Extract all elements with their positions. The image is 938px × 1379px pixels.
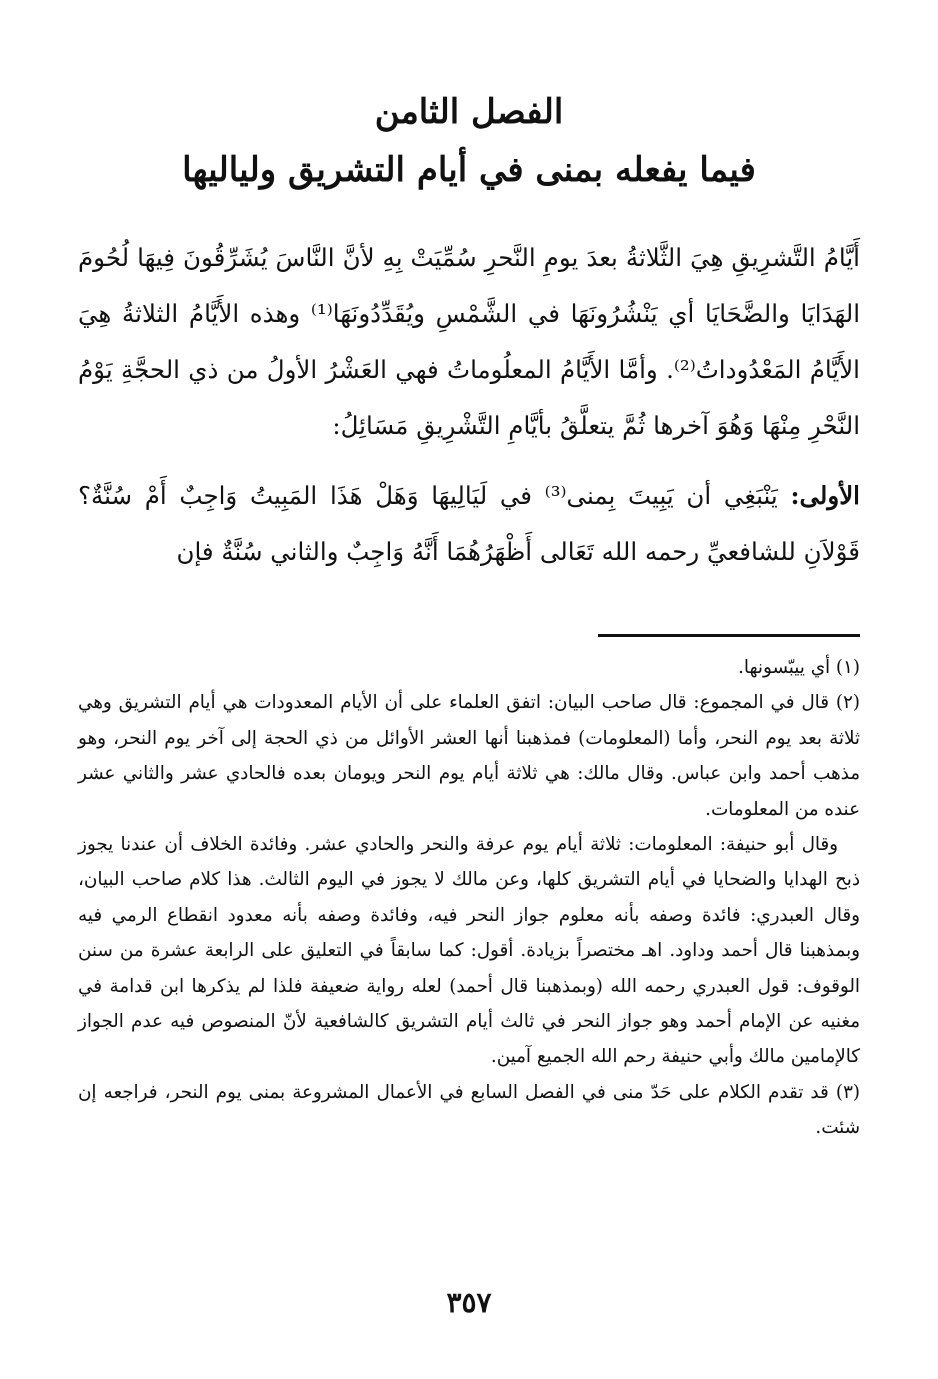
footnote-1: (١) أي ييبّسونها. [738, 657, 860, 678]
footnotes [78, 650, 860, 1146]
page-number: ٣٥٧ [446, 1286, 492, 1319]
footnote-2: (٢) قال في المجموع: قال صاحب البيان: اتفق العلماء على أن الأيام المعدودات هي أيام التشريق وهي ثلاثة بعد يوم النحر، وأما (المعلومات) فمذهبنا أنها العشر الأوائل من ذي الحجة إلى آخر يوم النحر، وهو مذهب أحمد وابن عباس. وقال مالك: هي ثلاثة أيام يوم النحر ويومان بعده فالحادي عشر والثاني عشر عنده من المعلومات. [78, 692, 860, 820]
footnote-divider [598, 634, 860, 637]
chapter-heading: الفصل الثامن [374, 92, 564, 132]
issue-label: الأولى: [790, 481, 860, 510]
chapter-subtitle: فيما يفعله بمنى في أيام التشريق ولياليها [182, 150, 756, 190]
footnote-2-continued: وقال أبو حنيفة: المعلومات: ثلاثة أيام يوم عرفة والنحر والحادي عشر. وفائدة الخلاف أن عندنا يجوز ذبح الهدايا والضحايا في أيام التشريق كلها، وعن مالك لا يجوز في اليوم الثالث. هذا كلام صاحب البيان، وقال العبدري: فائدة وصفه بأنه معلوم جواز النحر فيه، وفائدة وصفه بأنه معدود انقطاع الرمي فيه وبمذهبنا قال أحمد وداود. اهـ مختصراً بزيادة. أقول: كما سابقاً في التعليق على الرابعة عشرة من سنن الوقوف: قول العبدري رحمه الله (وبمذهبنا قال أحمد) لعله رواية ضعيفة فلذا لم يذكرها ابن قدامة في مغنيه عن الإمام أحمد وهو جواز النحر في ثالث أيام التشريق كالشافعية لأنّ المنصوص فيه عدم الجواز كالإمامين مالك وأبي حنيفة رحم الله الجميع آمين. [78, 834, 860, 1068]
paragraph-first-issue [78, 468, 860, 580]
footnote-3: (٣) قد تقدم الكلام على حَدّ منى في الفصل السابع في الأعمال المشروعة بمنى يوم النحر، فراجعه إن شئت. [78, 1081, 860, 1139]
paragraph-intro: أَيَّامُ التَّشرِيقِ هِيَ الثَّلاثةُ بعدَ يومِ النَّحرِ سُمِّيَتْ بِهِ لأنَّ النَّاسَ يُشَرِّقُونَ فِيهَا لُحُومَ الهَدَايَا والضَّحَايَا أي يَنْشُرُونَهَا في الشَّمْسِ ويُقَدِّدُونَهَا⁽¹⁾ وهذه الأَيَّامُ الثلاثةُ هِيَ الأَيَّامُ المَعْدُوداتُ⁽²⁾. وأمَّا الأَيَّامُ المعلُوماتُ فهي العَشْرُ الأولُ من ذي الحجَّةِ يَوْمُ النَّحْرِ مِنْهَا وَهُوَ آخرها ثُمَّ يتعلَّقُ بأيَّامِ التَّشْرِيقِ مَسَائِلُ: [78, 243, 861, 440]
main-text [78, 230, 860, 580]
issue-text: يَنْبَغِي أن يَبِيتَ بِمنى⁽³⁾ في لَيَالِيهَا وَهَلْ هَذَا المَبِيتُ وَاجِبٌ أَمْ سُنَّةٌ؟ قَوْلاَنِ للشافعيِّ رحمه الله تَعَالى أَظْهَرُهُمَا أَنَّهُ وَاجِبٌ والثاني سُنَّةٌ فإن [78, 481, 860, 566]
